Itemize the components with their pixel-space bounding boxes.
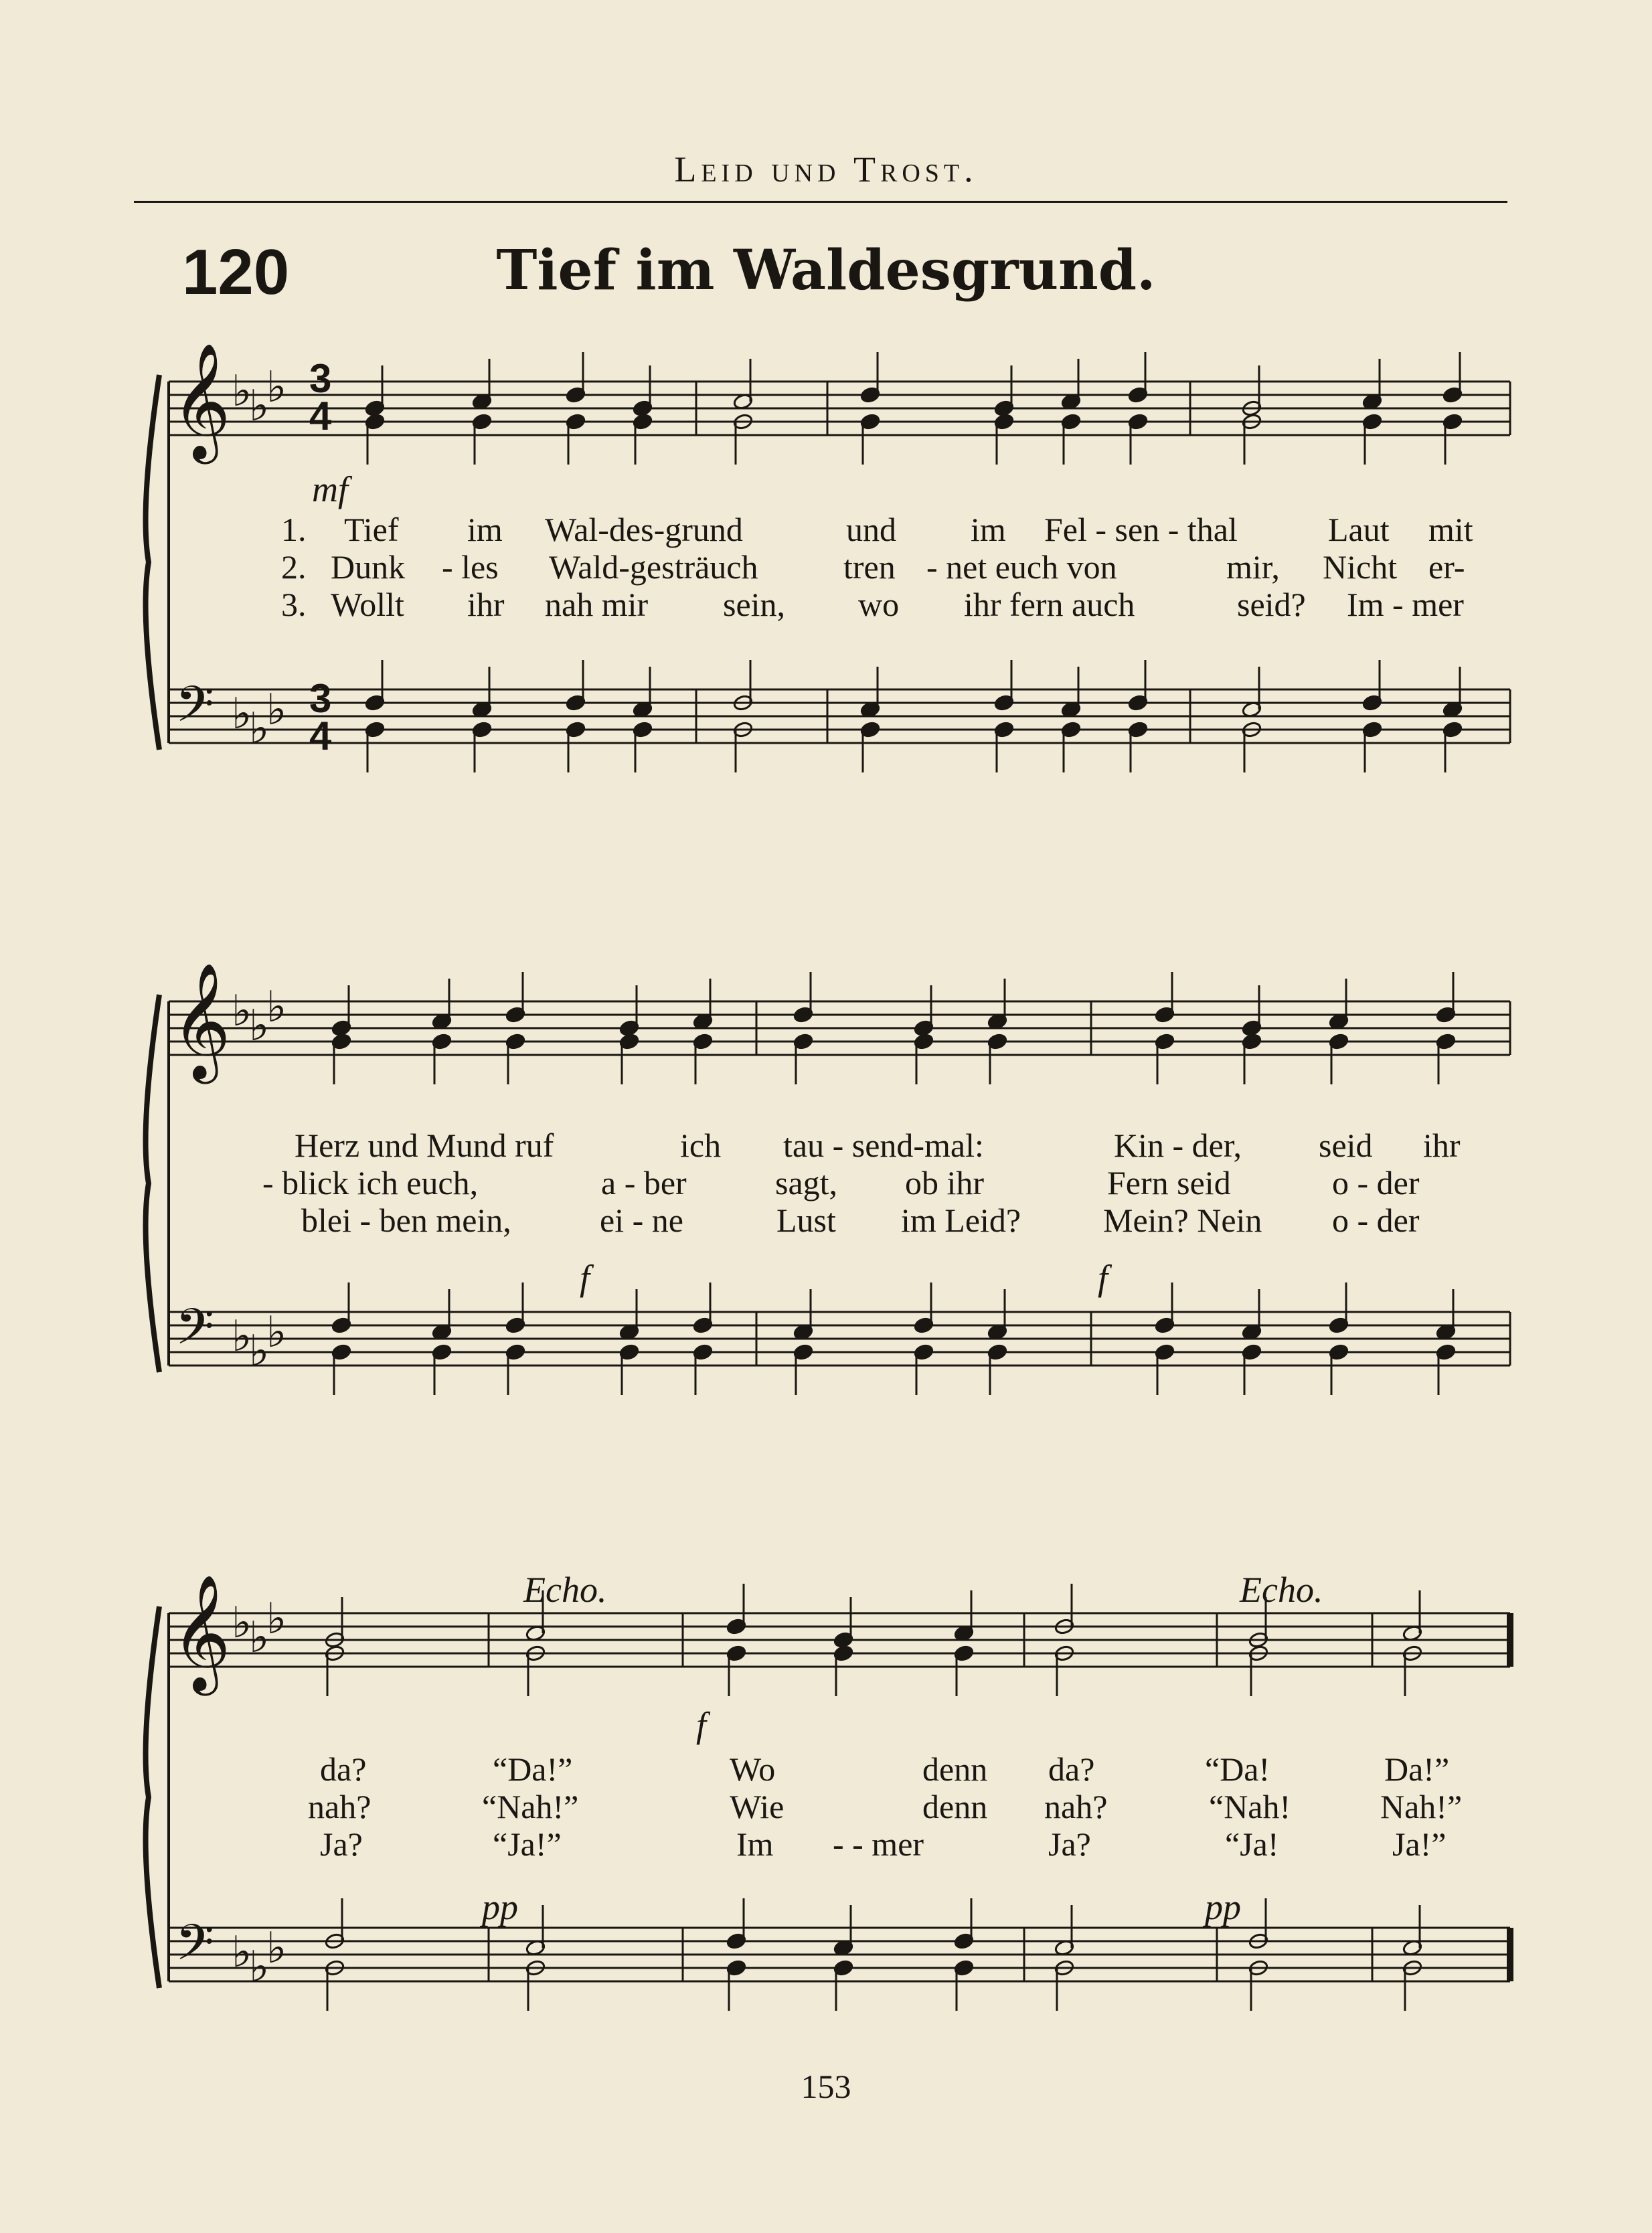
page-number: 153 <box>801 2068 851 2105</box>
lyric-syllable: Herz und Mund ruf <box>295 1127 554 1164</box>
lyric-syllable: 2. <box>281 548 307 586</box>
treble-clef-icon: 𝄞 <box>171 343 231 459</box>
lyric-syllable: Wald-gesträuch <box>549 548 758 586</box>
lyric-syllable: o - der <box>1332 1164 1420 1202</box>
lyric-syllable: Ja? <box>320 1825 363 1863</box>
echo-marking: Echo. <box>523 1570 607 1610</box>
system-brace <box>146 995 159 1372</box>
lyric-syllable: blei - ben mein, <box>301 1202 511 1239</box>
hymn-number: 120 <box>182 236 290 308</box>
bass-clef-icon: 𝄢 <box>175 1298 214 1368</box>
flat-icon: ♭ <box>232 1598 252 1648</box>
lyric-syllable: sagt, <box>775 1164 838 1202</box>
flat-icon: ♭ <box>249 1001 270 1051</box>
flat-icon: ♭ <box>249 1613 270 1663</box>
flat-icon: ♭ <box>232 1928 252 1977</box>
flat-icon: ♭ <box>249 382 270 431</box>
lyric-syllable: Lust <box>776 1202 836 1239</box>
flat-icon: ♭ <box>232 689 252 739</box>
bass-clef-icon: 𝄢 <box>175 1914 214 1984</box>
dynamic-mf: mf <box>312 469 348 509</box>
lyric-syllable: o - der <box>1332 1202 1420 1239</box>
lyric-syllable: “Ja!” <box>493 1825 562 1863</box>
running-head: Leid und Trost. <box>674 149 978 189</box>
lyric-syllable: - net euch von <box>926 548 1117 586</box>
lyric-syllable: Nicht <box>1323 548 1398 586</box>
flat-icon: ♭ <box>232 987 252 1036</box>
lyric-syllable: 3. <box>281 586 307 623</box>
system-brace <box>146 1606 159 1988</box>
lyric-syllable: ob ihr <box>905 1164 985 1202</box>
lyric-syllable: - - mer <box>833 1825 924 1863</box>
lyric-syllable: im <box>467 511 503 548</box>
lyric-syllable: seid? <box>1237 586 1306 623</box>
lyric-syllable: Fel - sen - thal <box>1044 511 1238 548</box>
flat-icon: ♭ <box>266 1594 287 1644</box>
flat-icon: ♭ <box>266 983 287 1032</box>
lyric-syllable: tren <box>843 548 896 586</box>
lyric-syllable: nah mir <box>545 586 649 623</box>
flat-icon: ♭ <box>232 1312 252 1361</box>
echo-marking: Echo. <box>1240 1570 1323 1610</box>
lyric-syllable: - blick ich euch, <box>262 1164 479 1202</box>
lyric-syllable: Dunk <box>331 548 406 586</box>
lyric-syllable: Tief <box>344 511 399 548</box>
hymn-title: Tief im Waldesgrund. <box>496 238 1156 303</box>
flat-icon: ♭ <box>249 1327 270 1376</box>
dynamic-pp: pp <box>1205 1887 1241 1927</box>
flat-icon: ♭ <box>266 685 287 735</box>
lyric-syllable: ich <box>680 1127 722 1164</box>
dynamic-f: f <box>696 1705 707 1745</box>
lyric-syllable: Im <box>736 1825 774 1863</box>
lyric-syllable: Wal-des-grund <box>545 511 743 548</box>
flat-icon: ♭ <box>249 1942 270 1992</box>
lyric-syllable: “Da! <box>1205 1750 1270 1788</box>
lyric-syllable: Wie <box>730 1788 784 1825</box>
flat-icon: ♭ <box>232 367 252 416</box>
time-signature-treble: 3 4 <box>309 356 332 438</box>
lyric-syllable: denn <box>922 1750 988 1788</box>
lyric-syllable: Ja!” <box>1392 1825 1447 1863</box>
flat-icon: ♭ <box>266 363 287 412</box>
time-signature-bass: 3 4 <box>309 676 332 758</box>
lyric-syllable: ihr fern auch <box>964 586 1135 623</box>
lyric-syllable: Nah!” <box>1380 1788 1463 1825</box>
flat-icon: ♭ <box>266 1308 287 1357</box>
dynamic-f: f <box>1098 1258 1108 1298</box>
flat-icon: ♭ <box>266 1924 287 1973</box>
lyric-syllable: mir, <box>1226 548 1280 586</box>
lyric-syllable: im <box>971 511 1006 548</box>
lyric-syllable: Im - mer <box>1347 586 1464 623</box>
flat-icon: ♭ <box>249 704 270 754</box>
dynamic-f: f <box>580 1258 590 1298</box>
lyric-syllable: mit <box>1428 511 1473 548</box>
lyric-syllable: “Nah!” <box>482 1788 579 1825</box>
lyric-syllable: Fern seid <box>1107 1164 1231 1202</box>
lyric-syllable: im Leid? <box>901 1202 1021 1239</box>
lyric-syllable: - les <box>442 548 499 586</box>
lyric-syllable: 1. <box>281 511 307 548</box>
lyric-syllable: Mein? Nein <box>1103 1202 1262 1239</box>
lyric-syllable: ihr <box>467 586 505 623</box>
lyric-syllable: wo <box>858 586 900 623</box>
lyric-syllable: “Da!” <box>493 1750 573 1788</box>
lyric-syllable: Wollt <box>331 586 404 623</box>
lyric-syllable: denn <box>922 1788 988 1825</box>
lyric-syllable: ihr <box>1423 1127 1461 1164</box>
lyric-syllable: tau - send-mal: <box>783 1127 984 1164</box>
lyric-syllable: da? <box>320 1750 367 1788</box>
treble-clef-icon: 𝄞 <box>171 1574 231 1691</box>
lyric-syllable: sein, <box>723 586 786 623</box>
lyric-syllable: “Nah! <box>1209 1788 1291 1825</box>
lyric-syllable: nah? <box>1044 1788 1108 1825</box>
lyric-syllable: Da!” <box>1384 1750 1450 1788</box>
lyric-syllable: Laut <box>1328 511 1390 548</box>
lyric-syllable: und <box>846 511 896 548</box>
treble-clef-icon: 𝄞 <box>171 963 231 1079</box>
lyric-syllable: Kin - der, <box>1114 1127 1242 1164</box>
lyric-syllable: da? <box>1048 1750 1095 1788</box>
lyric-syllable: seid <box>1319 1127 1373 1164</box>
system-brace <box>146 375 159 750</box>
lyric-syllable: er- <box>1428 548 1465 586</box>
lyric-syllable: nah? <box>308 1788 371 1825</box>
lyric-syllable: a - ber <box>601 1164 687 1202</box>
bass-clef-icon: 𝄢 <box>175 675 214 746</box>
dynamic-pp: pp <box>482 1887 518 1927</box>
lyric-syllable: “Ja! <box>1225 1825 1279 1863</box>
lyric-syllable: Ja? <box>1048 1825 1091 1863</box>
lyric-syllable: Wo <box>730 1750 776 1788</box>
lyric-syllable: ei - ne <box>600 1202 683 1239</box>
